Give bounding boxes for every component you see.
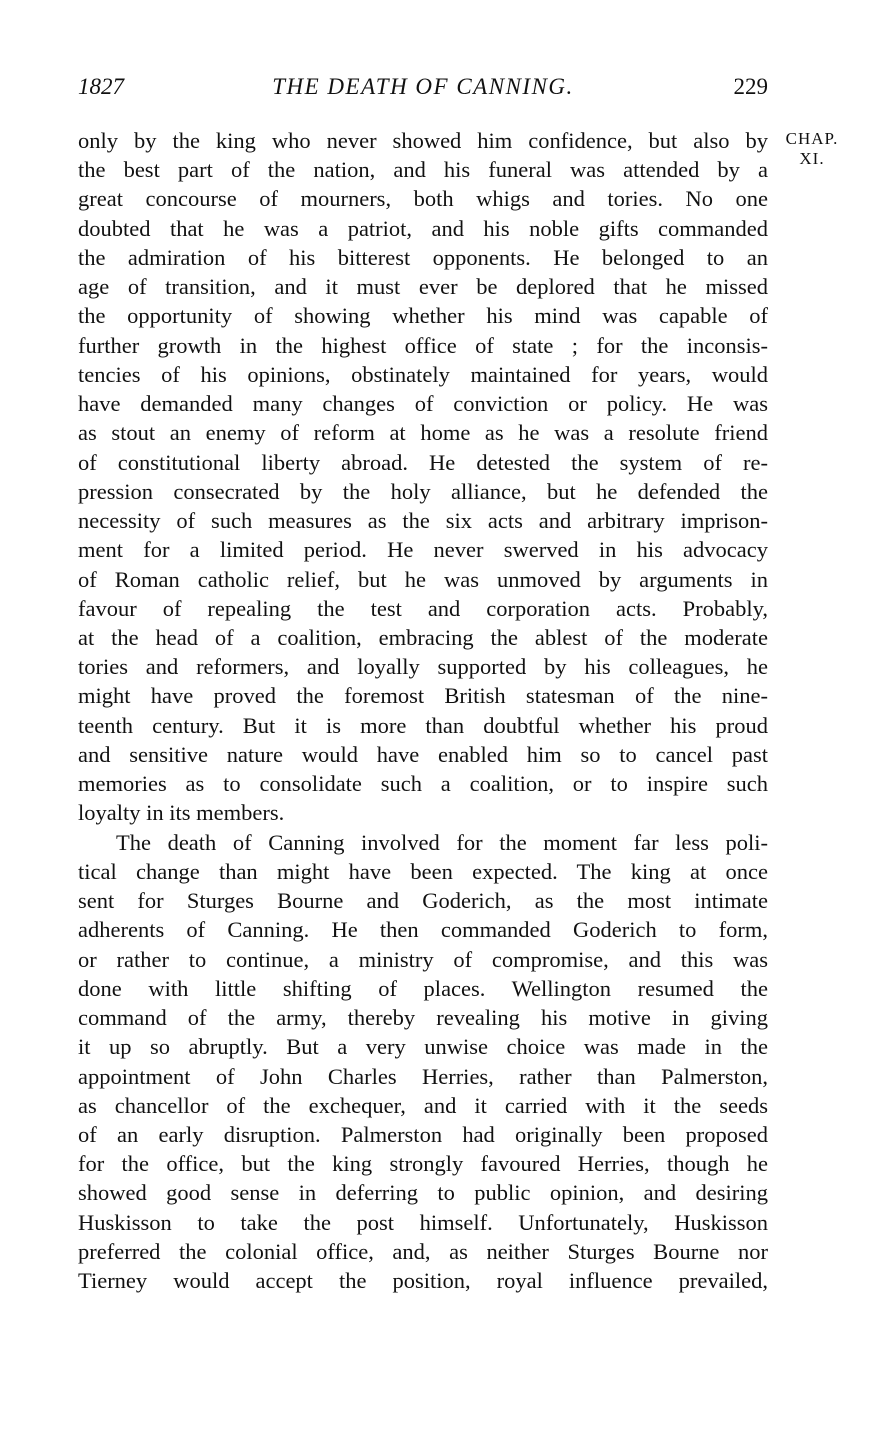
- text-line: necessity of such measures as the six acts and arbitrary imprison-: [78, 508, 768, 534]
- text-line: of Roman catholic relief, but he was unmoved by arguments in: [78, 566, 768, 592]
- running-head-title: THE DEATH OF CANNING.: [272, 74, 574, 99]
- running-head-year: 1827: [78, 74, 124, 99]
- paragraph-start-line: The death of Canning involved for the moment far less poli-: [116, 829, 768, 855]
- text-line: doubted that he was a patriot, and his noble gifts commanded: [78, 215, 768, 241]
- chapter-margin-note: [777, 129, 847, 169]
- text-line: of constitutional liberty abroad. He detested the system of re-: [78, 449, 768, 475]
- text-line: might have proved the foremost British statesman of the nine-: [78, 683, 768, 709]
- running-head: [78, 74, 768, 106]
- body-text: [78, 126, 768, 1295]
- text-line: pression consecrated by the holy alliance, but he defended the: [78, 478, 768, 504]
- text-line: Huskisson to take the post himself. Unfortunately, Huskisson: [78, 1209, 768, 1235]
- text-line: at the head of a coalition, embracing the ablest of the moderate: [78, 624, 768, 650]
- paragraph-end-line: loyalty in its members.: [78, 800, 285, 826]
- chapter-label: CHAP.: [785, 129, 839, 148]
- text-line: favour of repealing the test and corporation acts. Probably,: [78, 595, 768, 621]
- page-number: 229: [733, 74, 768, 99]
- text-line: and sensitive nature would have enabled him so to cancel past: [78, 741, 768, 767]
- text-line: the admiration of his bitterest opponents. He belonged to an: [78, 244, 768, 270]
- text-line: only by the king who never showed him confidence, but also by: [78, 128, 768, 153]
- text-line: tories and reformers, and loyally supported by his colleagues, he: [78, 654, 768, 680]
- text-line: the opportunity of showing whether his mind was capable of: [78, 303, 768, 329]
- text-line: teenth century. But it is more than doubtful whether his proud: [78, 712, 768, 738]
- text-line: tencies of his opinions, obstinately maintained for years, would: [78, 361, 768, 387]
- text-line: the best part of the nation, and his funeral was attended by a: [78, 157, 768, 183]
- text-line: great concourse of mourners, both whigs and tories. No one: [78, 186, 768, 212]
- text-line: Tierney would accept the position, royal influence prevailed,: [78, 1268, 768, 1294]
- text-line: preferred the colonial office, and, as neither Sturges Bourne nor: [78, 1238, 768, 1264]
- text-line: showed good sense in deferring to public opinion, and desiring: [78, 1180, 768, 1206]
- text-line: or rather to continue, a ministry of compromise, and this was: [78, 946, 768, 972]
- text-line: for the office, but the king strongly favoured Herries, though he: [78, 1151, 768, 1177]
- text-line: it up so abruptly. But a very unwise choice was made in the: [78, 1034, 768, 1060]
- text-line: sent for Sturges Bourne and Goderich, as the most intimate: [78, 888, 768, 914]
- text-line: further growth in the highest office of state ; for the inconsis-: [78, 332, 768, 358]
- text-line: as chancellor of the exchequer, and it carried with it the seeds: [78, 1092, 768, 1118]
- text-line: command of the army, thereby revealing his motive in giving: [78, 1005, 768, 1031]
- text-line: done with little shifting of places. Wellington resumed the: [78, 975, 768, 1001]
- text-line: memories as to consolidate such a coalition, or to inspire such: [78, 771, 768, 797]
- text-line: appointment of John Charles Herries, rather than Palmerston,: [78, 1063, 768, 1089]
- text-line: adherents of Canning. He then commanded Goderich to form,: [78, 917, 768, 943]
- text-line: of an early disruption. Palmerston had originally been proposed: [78, 1121, 768, 1147]
- text-line: ment for a limited period. He never swerved in his advocacy: [78, 537, 768, 563]
- text-line: have demanded many changes of conviction or policy. He was: [78, 391, 768, 417]
- text-line: as stout an enemy of reform at home as he was a resolute friend: [78, 420, 768, 446]
- chapter-number: XI.: [799, 149, 825, 168]
- text-line: age of transition, and it must ever be deplored that he missed: [78, 274, 768, 300]
- text-line: tical change than might have been expected. The king at once: [78, 858, 768, 884]
